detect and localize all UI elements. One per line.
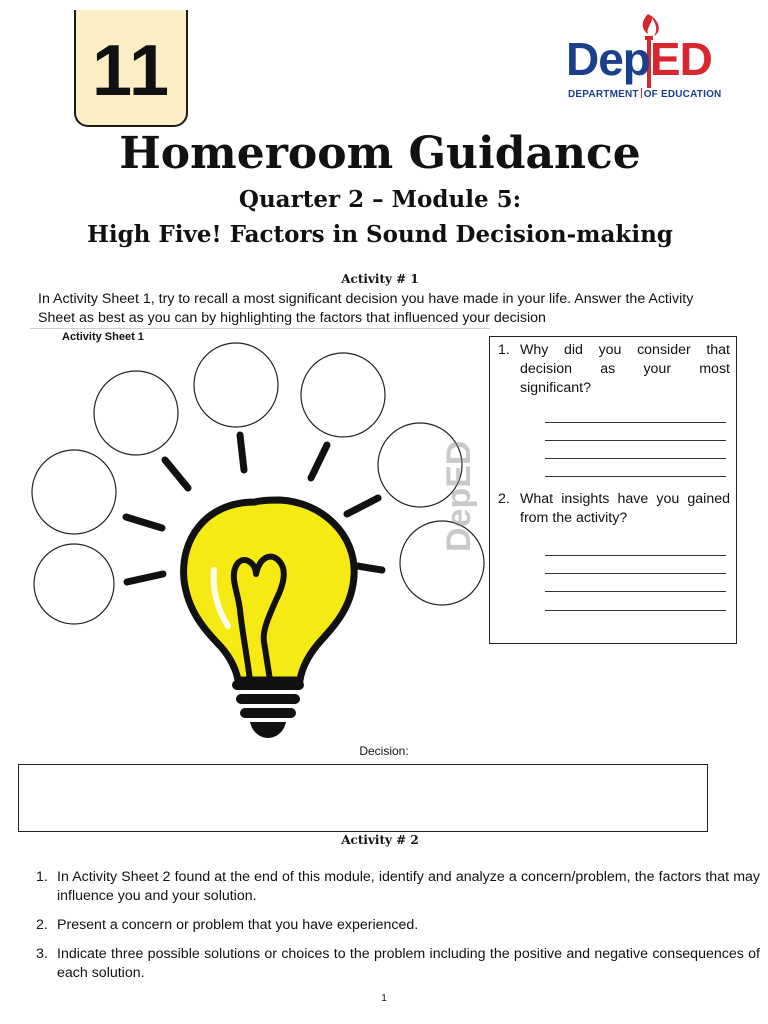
reflection-questions-box (489, 336, 737, 644)
answer-line[interactable] (545, 591, 726, 592)
answer-line[interactable] (545, 440, 726, 441)
list-item: 1. In Activity Sheet 2 found at the end of this module, identify and analyze a concern/problem, the factors that may influence you and your solution. (36, 869, 760, 904)
page-title: Homeroom Guidance (119, 128, 641, 179)
activity-sheet-label: Activity Sheet 1 (62, 331, 144, 343)
activity1-instructions: In Activity Sheet 1, try to recall a most significant decision you have made in your life. Answer the Activity Sheet as best as you can by highlighting the factors that influenced your decision (38, 291, 694, 326)
list-item: 3. Indicate three possible solutions or choices to the problem including the positive and negative consequences of each solution. (36, 946, 760, 981)
lightbulb-diagram (0, 330, 490, 740)
question-2: 2. What insights have you gained from the activity? (498, 491, 730, 526)
logo-subtitle: DEPARTMENT OF EDUCATION (568, 89, 722, 100)
deped-logo (560, 8, 750, 102)
list-item: 2. Present a concern or problem that you have experienced. (36, 917, 419, 933)
quarter-module: Quarter 2 – Module 5: (238, 186, 522, 213)
grade-tab (74, 10, 188, 127)
factor-circle (194, 343, 278, 427)
svg-text:DepED: DepED (440, 440, 478, 552)
divider (30, 328, 490, 329)
activity2-heading: Activity # 2 (341, 833, 419, 847)
answer-line[interactable] (545, 458, 726, 459)
module-title: High Five! Factors in Sound Decision-making (87, 221, 673, 248)
answer-line[interactable] (545, 422, 726, 423)
factor-circle (34, 544, 114, 624)
bulb-glass (184, 500, 355, 680)
logo-wordmark: DepED (566, 33, 712, 85)
grade-number: 11 (91, 30, 171, 111)
answer-line[interactable] (545, 610, 726, 611)
activity1-heading: Activity # 1 (341, 272, 419, 286)
factor-circle (94, 371, 178, 455)
answer-line[interactable] (545, 476, 726, 477)
answer-line[interactable] (545, 555, 726, 556)
activity2-list (36, 868, 760, 993)
deped-watermark-icon (440, 441, 478, 552)
answer-line[interactable] (545, 573, 726, 574)
factor-circle (32, 450, 116, 534)
page-number: 1 (381, 993, 387, 1004)
decision-label: Decision: (359, 744, 409, 758)
decision-answer-box[interactable] (18, 764, 708, 832)
question-1: 1. Why did you consider that decision as your most significant? (498, 342, 730, 396)
bulb-base (232, 680, 304, 738)
factor-circle (301, 353, 385, 437)
